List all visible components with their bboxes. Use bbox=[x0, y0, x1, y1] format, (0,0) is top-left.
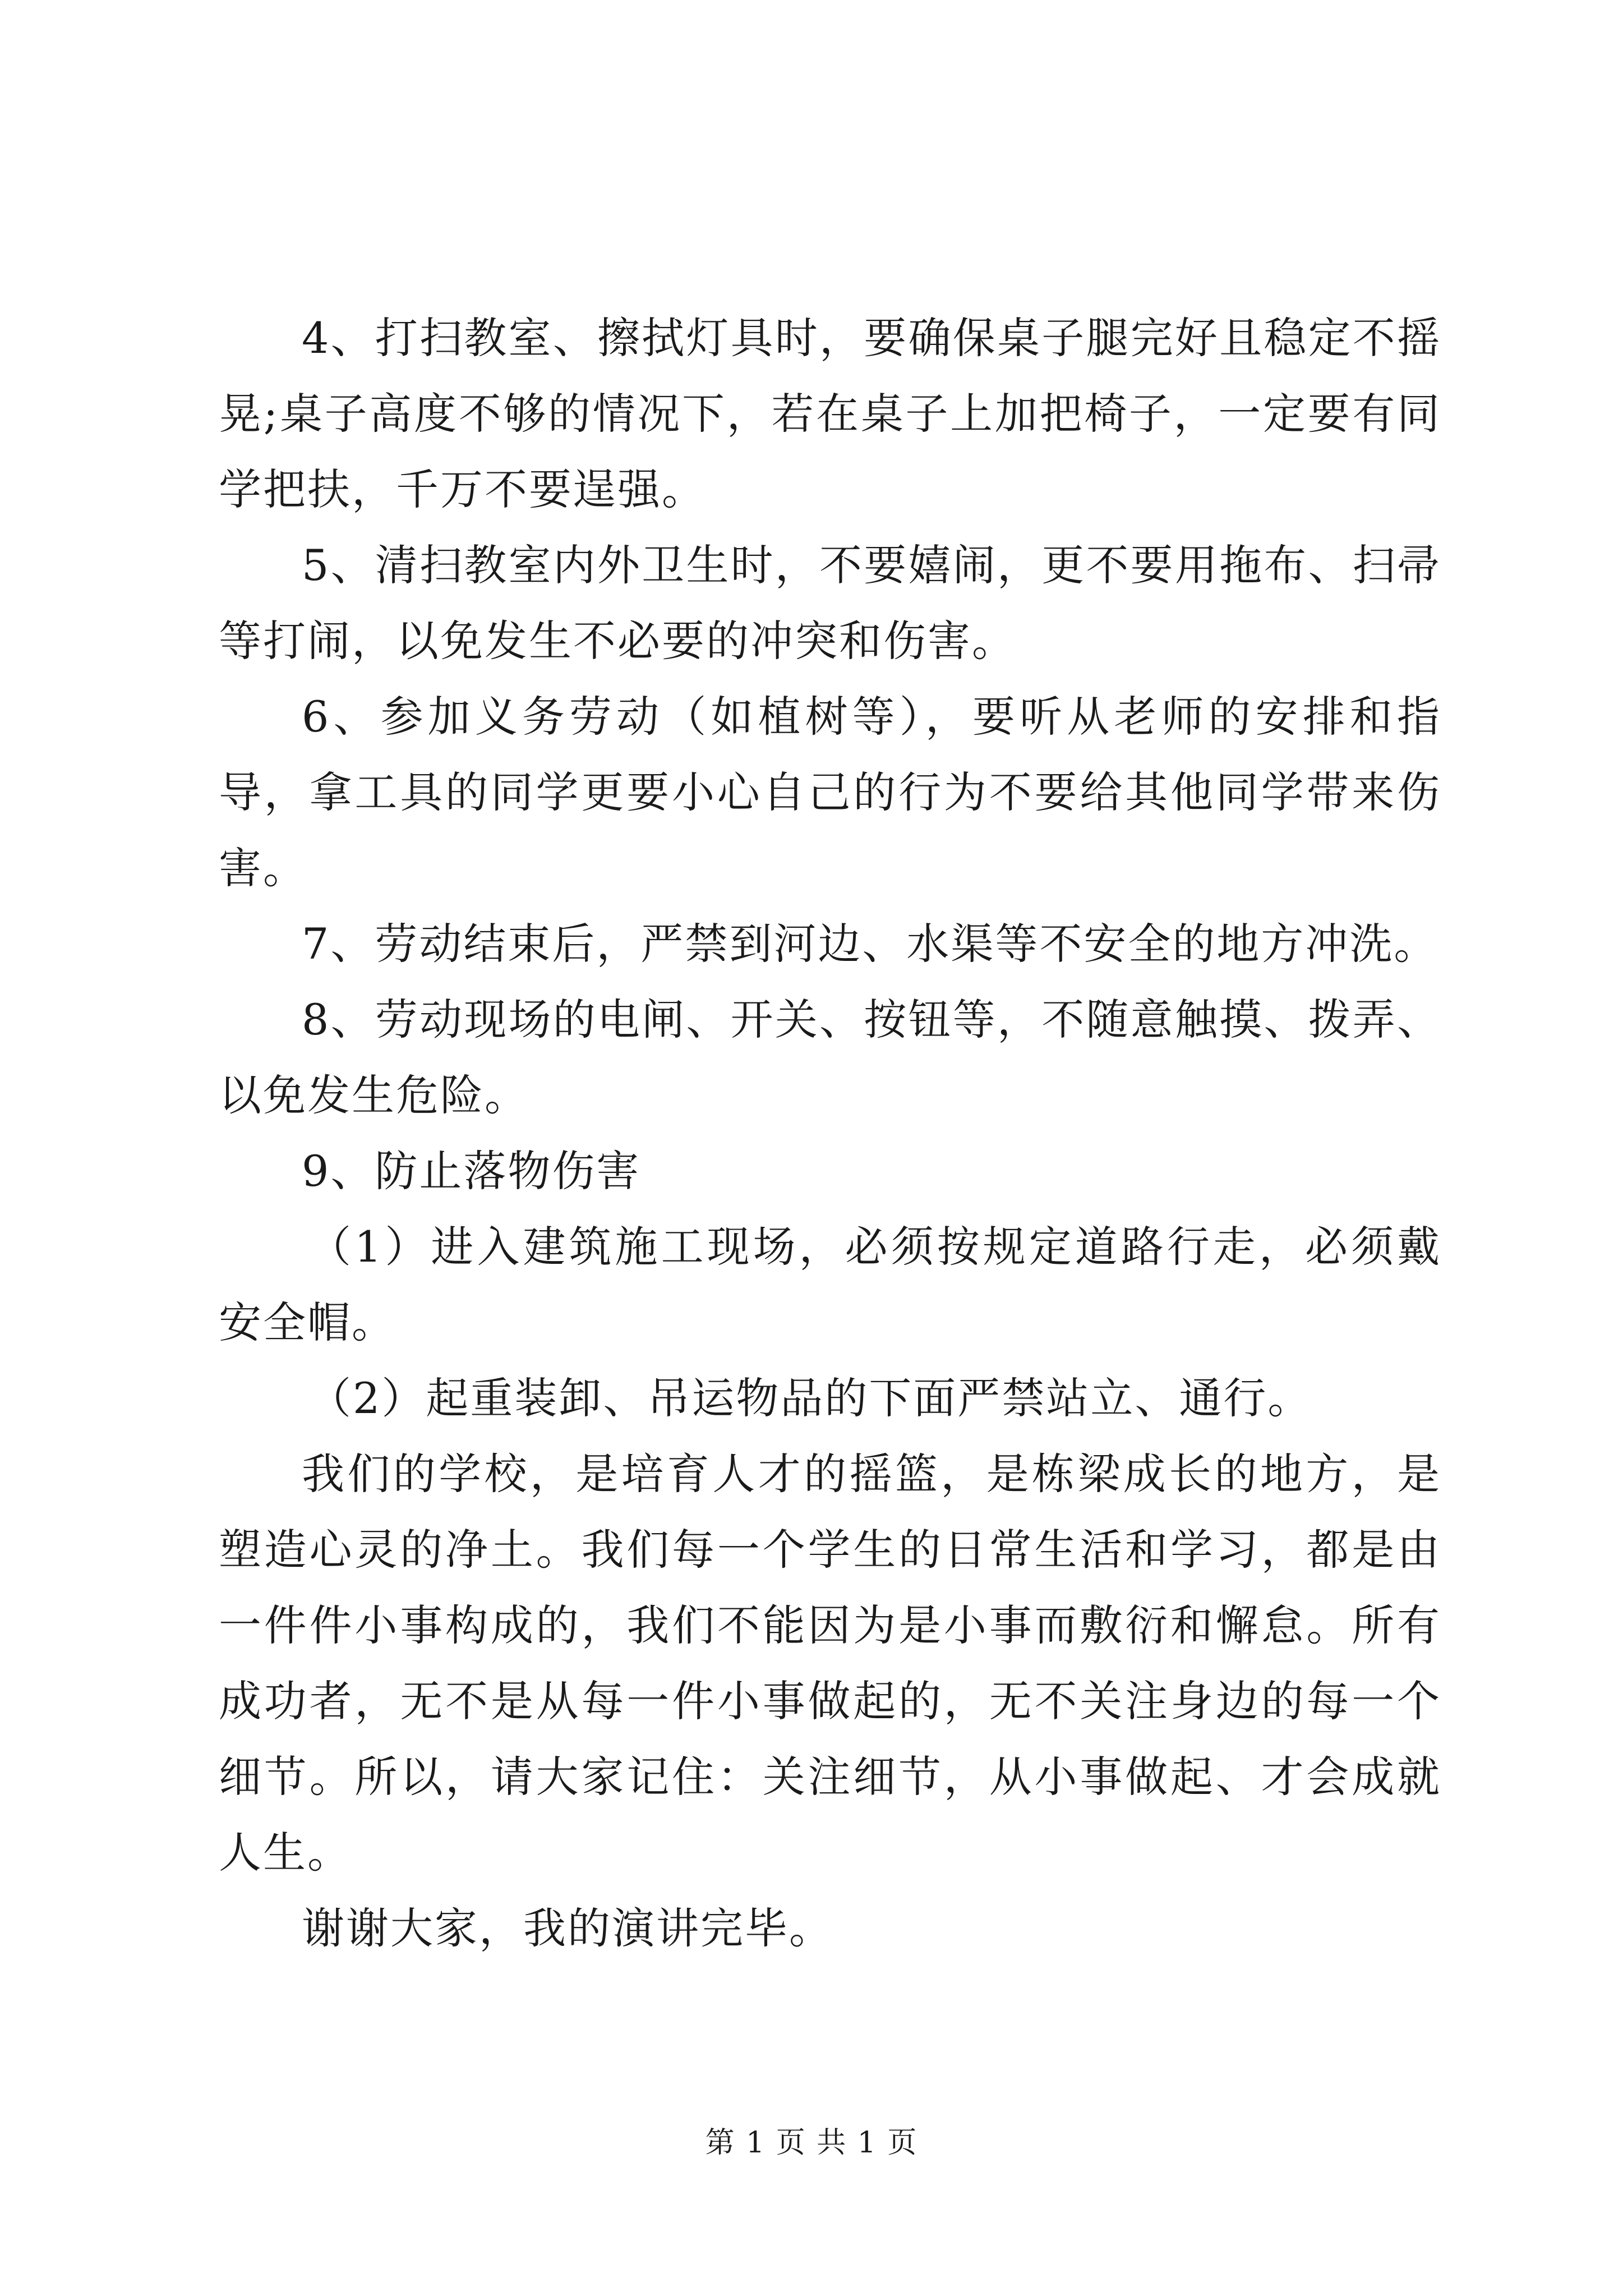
page-footer: 第 1 页 共 1 页 bbox=[705, 2126, 918, 2160]
paragraph-conclusion: 我们的学校，是培育人才的摇篮，是栋梁成长的地方，是塑造心灵的净土。我们每一个学生的日常生活和学习，都是由一件件小事构成的，我们不能因为是小事而敷衍和懈怠。所有成功者，无不是从每一件小事做起的，无不关注身边的每一个细节。所以，请大家记住：关注细节，从小事做起、才会成就人生。 bbox=[219, 1449, 1441, 1878]
paragraph-item-8: 8、劳动现场的电闸、开关、按钮等，不随意触摸、拨弄、以免发生危险。 bbox=[219, 995, 1441, 1120]
paragraph-sub-item-2: （2）起重装卸、吊运物品的下面严禁站立、通行。 bbox=[308, 1373, 1312, 1423]
paragraph-item-5: 5、清扫教室内外卫生时，不要嬉闹，更不要用拖布、扫帚等打闹，以免发生不必要的冲突和伤害。 bbox=[219, 540, 1441, 666]
document-body bbox=[219, 300, 1441, 1966]
paragraph-item-6: 6、参加义务劳动（如植树等），要听从老师的安排和指导，拿工具的同学更要小心自己的行为不要给其他同学带来伤害。 bbox=[219, 692, 1441, 893]
paragraph-item-4: 4、打扫教室、擦拭灯具时，要确保桌子腿完好且稳定不摇晃;桌子高度不够的情况下，若在桌子上加把椅子，一定要有同学把扶，千万不要逞强。 bbox=[219, 313, 1441, 514]
paragraph-sub-item-1: （1）进入建筑施工现场，必须按规定道路行走，必须戴安全帽。 bbox=[219, 1222, 1441, 1347]
paragraph-item-7: 7、劳动结束后，严禁到河边、水渠等不安全的地方冲洗。 bbox=[302, 919, 1438, 969]
paragraph-closing: 谢谢大家，我的演讲完毕。 bbox=[302, 1903, 833, 1953]
paragraph-item-9: 9、防止落物伤害 bbox=[302, 1146, 641, 1196]
